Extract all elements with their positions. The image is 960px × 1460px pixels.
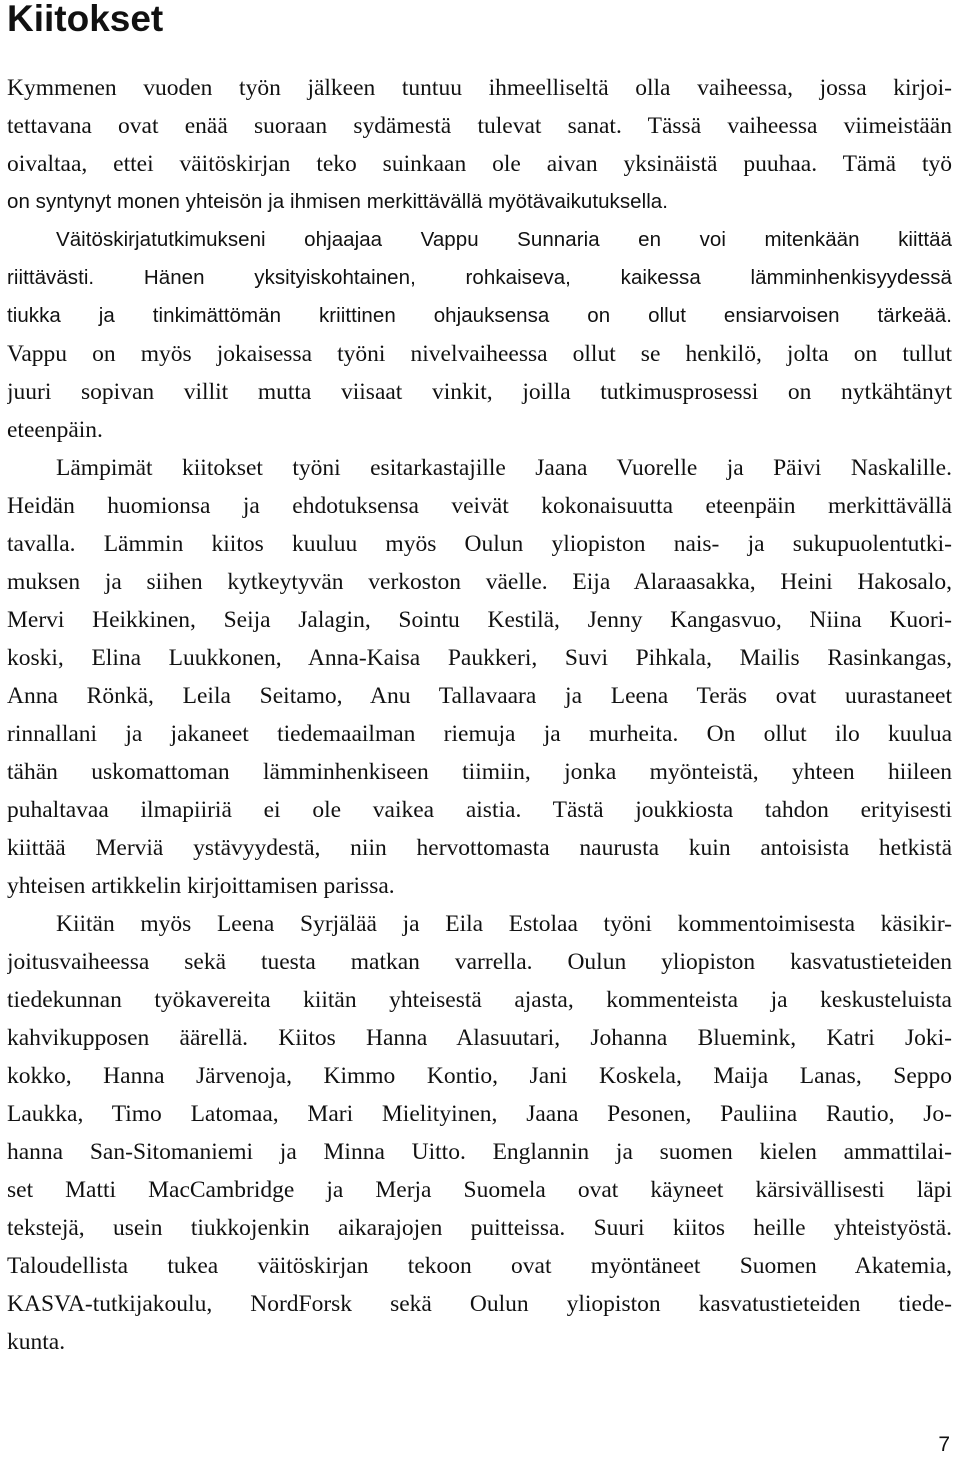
text-line: Laukka, Timo Latomaa, Mari Mielityinen, Jaana Pesonen, Pauliina Rautio, Jo- [7, 1101, 952, 1127]
text-line: tiukka ja tinkimättömän kriittinen ohjauksensa on ollut ensiarvoisen tärkeää. [7, 304, 952, 327]
text-line: Vappu on myös jokaisessa työni nivelvaiheessa ollut se henkilö, jolta on tullut [7, 341, 952, 367]
text-line: puhaltavaa ilmapiiriä ei ole vaikea aistia. Tästä joukkiosta tahdon erityisesti [7, 797, 952, 823]
page-heading: Kiitokset [7, 0, 164, 39]
text-line: Väitöskirjatutkimukseni ohjaajaa Vappu Sunnaria en voi mitenkään kiittää [56, 228, 952, 251]
text-line: kiittää Merviä ystävyydestä, niin hervottomasta naurusta kuin antoisista hetkistä [7, 835, 952, 861]
text-line: yhteisen artikkelin kirjoittamisen parissa. [7, 873, 395, 899]
text-line: Kiitän myös Leena Syrjälää ja Eila Estolaa työni kommentoimisesta käsikir- [56, 911, 952, 937]
page-number: 7 [938, 1433, 950, 1456]
text-line: tiedekunnan työkavereita kiitän yhteisestä ajasta, kommenteista ja keskusteluista [7, 987, 952, 1013]
text-line: hanna San-Sitomaniemi ja Minna Uitto. Englannin ja suomen kielen ammattilai- [7, 1139, 952, 1165]
text-line: Mervi Heikkinen, Seija Jalagin, Sointu Kestilä, Jenny Kangasvuo, Niina Kuori- [7, 607, 952, 633]
text-line: koski, Elina Luukkonen, Anna-Kaisa Paukkeri, Suvi Pihkala, Mailis Rasinkangas, [7, 645, 952, 671]
text-line: kokko, Hanna Järvenoja, Kimmo Kontio, Jani Koskela, Maija Lanas, Seppo [7, 1063, 952, 1089]
text-line: on syntynyt monen yhteisön ja ihmisen merkittävällä myötävaikutuksella. [7, 190, 668, 213]
text-line: eteenpäin. [7, 417, 103, 443]
text-line: juuri sopivan villit mutta viisaat vinkit, joilla tutkimusprosessi on nytkähtänyt [7, 379, 952, 405]
text-line: tavalla. Lämmin kiitos kuuluu myös Oulun yliopiston nais- ja sukupuolentutki- [7, 531, 952, 557]
text-line: kahvikupposen äärellä. Kiitos Hanna Alasuutari, Johanna Bluemink, Katri Joki- [7, 1025, 952, 1051]
text-line: tekstejä, usein tiukkojenkin aikarajojen puitteissa. Suuri kiitos heille yhteistyöstä. [7, 1215, 952, 1241]
text-line: riittävästi. Hänen yksityiskohtainen, rohkaiseva, kaikessa lämminhenkisyydessä [7, 266, 952, 289]
text-line: Lämpimät kiitokset työni esitarkastajille Jaana Vuorelle ja Päivi Naskalille. [56, 455, 952, 481]
text-line: Taloudellista tukea väitöskirjan tekoon ovat myöntäneet Suomen Akatemia, [7, 1253, 952, 1279]
text-line: tettavana ovat enää suoraan sydämestä tulevat sanat. Tässä vaiheessa viimeistään [7, 113, 952, 139]
text-line: joitusvaiheessa sekä tuesta matkan varrella. Oulun yliopiston kasvatustieteiden [7, 949, 952, 975]
text-line: KASVA-tutkijakoulu, NordForsk sekä Oulun yliopiston kasvatustieteiden tiede- [7, 1291, 952, 1317]
text-line: muksen ja siihen kytkeytyvän verkoston väelle. Eija Alaraasakka, Heini Hakosalo, [7, 569, 952, 595]
text-line: Heidän huomionsa ja ehdotuksensa veivät kokonaisuutta eteenpäin merkittävällä [7, 493, 952, 519]
text-line: Anna Rönkä, Leila Seitamo, Anu Tallavaara ja Leena Teräs ovat uurastaneet [7, 683, 952, 709]
text-line: tähän uskomattoman lämminhenkiseen tiimiin, jonka myönteistä, yhteen hiileen [7, 759, 952, 785]
text-line: rinnallani ja jakaneet tiedemaailman riemuja ja murheita. On ollut ilo kuulua [7, 721, 952, 747]
text-line: set Matti MacCambridge ja Merja Suomela ovat käyneet kärsivällisesti läpi [7, 1177, 952, 1203]
text-line: kunta. [7, 1329, 66, 1355]
text-line: oivaltaa, ettei väitöskirjan teko suinkaan ole aivan yksinäistä puuhaa. Tämä työ [7, 151, 952, 177]
text-line: Kymmenen vuoden työn jälkeen tuntuu ihmeelliseltä olla vaiheessa, jossa kirjoi- [7, 75, 952, 101]
